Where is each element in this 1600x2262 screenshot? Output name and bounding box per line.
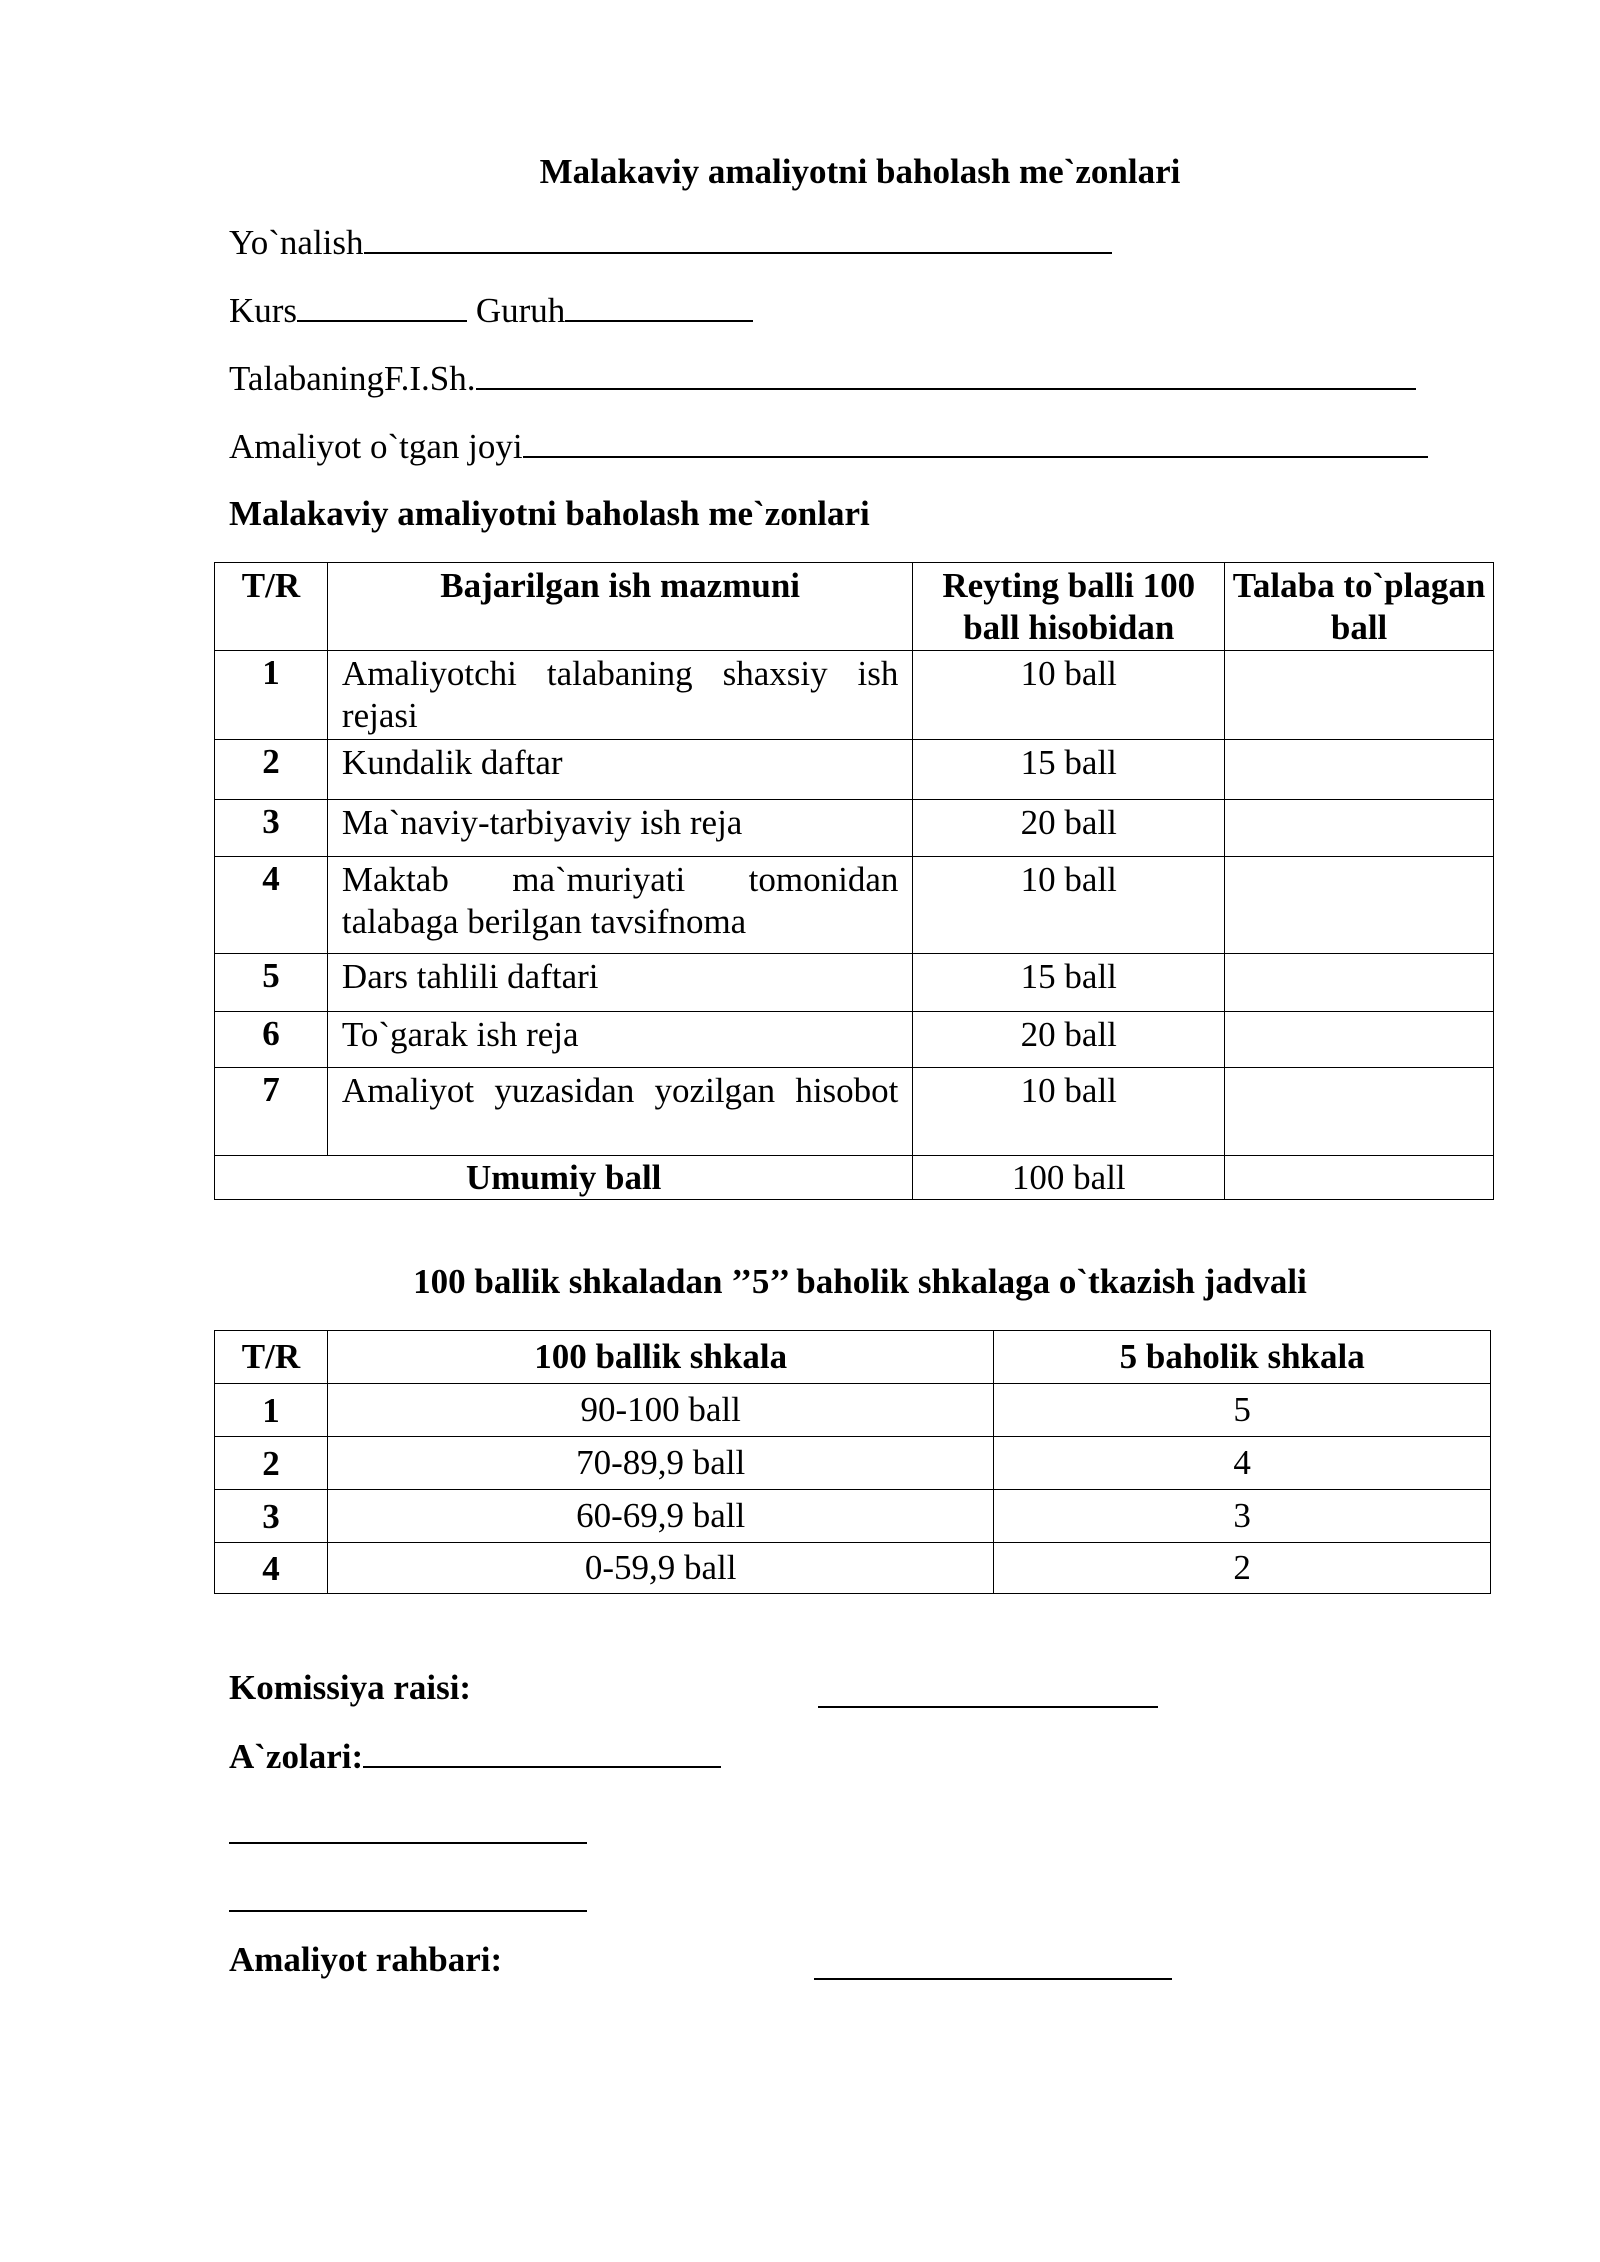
criteria-col-tr: T/R (215, 563, 328, 651)
field-guruh-label: Guruh (475, 291, 566, 330)
section-title: Malakaviy amaliyotni baholash me`zonlari (229, 494, 870, 533)
row-content: Ma`naviy-tarbiyaviy ish reja (327, 800, 912, 857)
criteria-table (214, 562, 1494, 1200)
member-signature-line-3[interactable] (229, 1880, 587, 1912)
scale-row-grade: 2 (994, 1543, 1491, 1594)
row-content: To`garak ish reja (327, 1012, 912, 1068)
scale-row-grade: 4 (994, 1437, 1491, 1490)
row-points: 10 ball (913, 1068, 1225, 1156)
scale-row-number: 3 (215, 1490, 328, 1543)
row-number: 2 (215, 740, 328, 800)
scale-header-row (215, 1331, 1491, 1384)
scale-title: 100 ballik shkaladan ’’5’’ baholik shkalaga o`tkazish jadvali (413, 1262, 1307, 1301)
total-score-cell[interactable] (1225, 1156, 1494, 1200)
scale-row-range: 0-59,9 ball (327, 1543, 993, 1594)
row-content: Dars tahlili daftari (327, 954, 912, 1012)
row-content: Amaliyotchi talabaning shaxsiy ish rejasi (327, 651, 912, 740)
row-points: 15 ball (913, 954, 1225, 1012)
scale-row-number: 1 (215, 1384, 328, 1437)
total-row (215, 1156, 1494, 1200)
table-row (215, 954, 1494, 1012)
table-row (215, 1384, 1491, 1437)
field-yonalish-blank[interactable] (364, 222, 1112, 254)
row-score-cell[interactable] (1225, 800, 1494, 857)
field-kurs-label: Kurs (229, 291, 298, 330)
field-guruh-blank[interactable] (565, 290, 753, 322)
criteria-header-row (215, 563, 1494, 651)
row-content-line1 (327, 1068, 912, 1156)
table-row (215, 1068, 1494, 1156)
row-score-cell[interactable] (1225, 1068, 1494, 1156)
members-line (229, 1736, 721, 1777)
total-label: Umumiy ball (215, 1156, 913, 1200)
table-row (215, 1437, 1491, 1490)
scale-row-number: 4 (215, 1543, 328, 1594)
row-content: Maktab ma`muriyati tomonidan talabaga berilgan tavsifnoma (327, 857, 912, 954)
table-row (215, 740, 1494, 800)
field-joyi-blank[interactable] (523, 426, 1428, 458)
supervisor-signature-line[interactable] (814, 1948, 1172, 1980)
scale-row-grade: 3 (994, 1490, 1491, 1543)
field-fish (229, 358, 1416, 399)
scale-row-range: 90-100 ball (327, 1384, 993, 1437)
field-kurs-guruh (229, 290, 753, 331)
criteria-col-score: Talaba to`plagan ball (1225, 563, 1494, 651)
criteria-col-points: Reyting balli 100 ball hisobidan (913, 563, 1225, 651)
row-score-cell[interactable] (1225, 1012, 1494, 1068)
field-yonalish (229, 222, 1112, 263)
row-score-cell[interactable] (1225, 857, 1494, 954)
row-points: 10 ball (913, 651, 1225, 740)
member-signature-line-1[interactable] (363, 1736, 721, 1768)
scale-row-grade: 5 (994, 1384, 1491, 1437)
table-row (215, 651, 1494, 740)
row-content: Kundalik daftar (327, 740, 912, 800)
scale-table (214, 1330, 1491, 1594)
row-points: 20 ball (913, 800, 1225, 857)
field-fish-label: TalabaningF.I.Sh. (229, 359, 476, 398)
field-fish-blank[interactable] (476, 358, 1416, 390)
members-label: A`zolari: (229, 1737, 364, 1776)
total-value: 100 ball (913, 1156, 1225, 1200)
table-row (215, 800, 1494, 857)
field-kurs-blank[interactable] (297, 290, 467, 322)
row-points: 15 ball (913, 740, 1225, 800)
supervisor-label: Amaliyot rahbari: (229, 1940, 503, 1979)
row-points: 10 ball (913, 857, 1225, 954)
row-points: 20 ball (913, 1012, 1225, 1068)
scale-col-5: 5 baholik shkala (994, 1331, 1491, 1384)
field-joyi-label: Amaliyot o`tgan joyi (229, 427, 523, 466)
criteria-col-content: Bajarilgan ish mazmuni (327, 563, 912, 651)
row-number: 5 (215, 954, 328, 1012)
scale-row-range: 60-69,9 ball (327, 1490, 993, 1543)
row-number: 3 (215, 800, 328, 857)
scale-col-tr: T/R (215, 1331, 328, 1384)
table-row (215, 857, 1494, 954)
row-content: Amaliyot yuzasidan yozilgan hisobot (341, 1071, 899, 1110)
scale-row-number: 2 (215, 1437, 328, 1490)
table-row (215, 1012, 1494, 1068)
row-score-cell[interactable] (1225, 954, 1494, 1012)
row-number: 4 (215, 857, 328, 954)
scale-row-range: 70-89,9 ball (327, 1437, 993, 1490)
table-row (215, 1543, 1491, 1594)
row-score-cell[interactable] (1225, 740, 1494, 800)
field-yonalish-label: Yo`nalish (229, 223, 364, 262)
chair-label: Komissiya raisi: (229, 1668, 472, 1707)
row-number: 1 (215, 651, 328, 740)
row-number: 7 (215, 1068, 328, 1156)
scale-col-100: 100 ballik shkala (327, 1331, 993, 1384)
chair-signature-line[interactable] (818, 1676, 1158, 1708)
table-row (215, 1490, 1491, 1543)
field-joyi (229, 426, 1428, 467)
member-signature-line-2[interactable] (229, 1812, 587, 1844)
row-score-cell[interactable] (1225, 651, 1494, 740)
page-title: Malakaviy amaliyotni baholash me`zonlari (539, 152, 1181, 191)
row-number: 6 (215, 1012, 328, 1068)
